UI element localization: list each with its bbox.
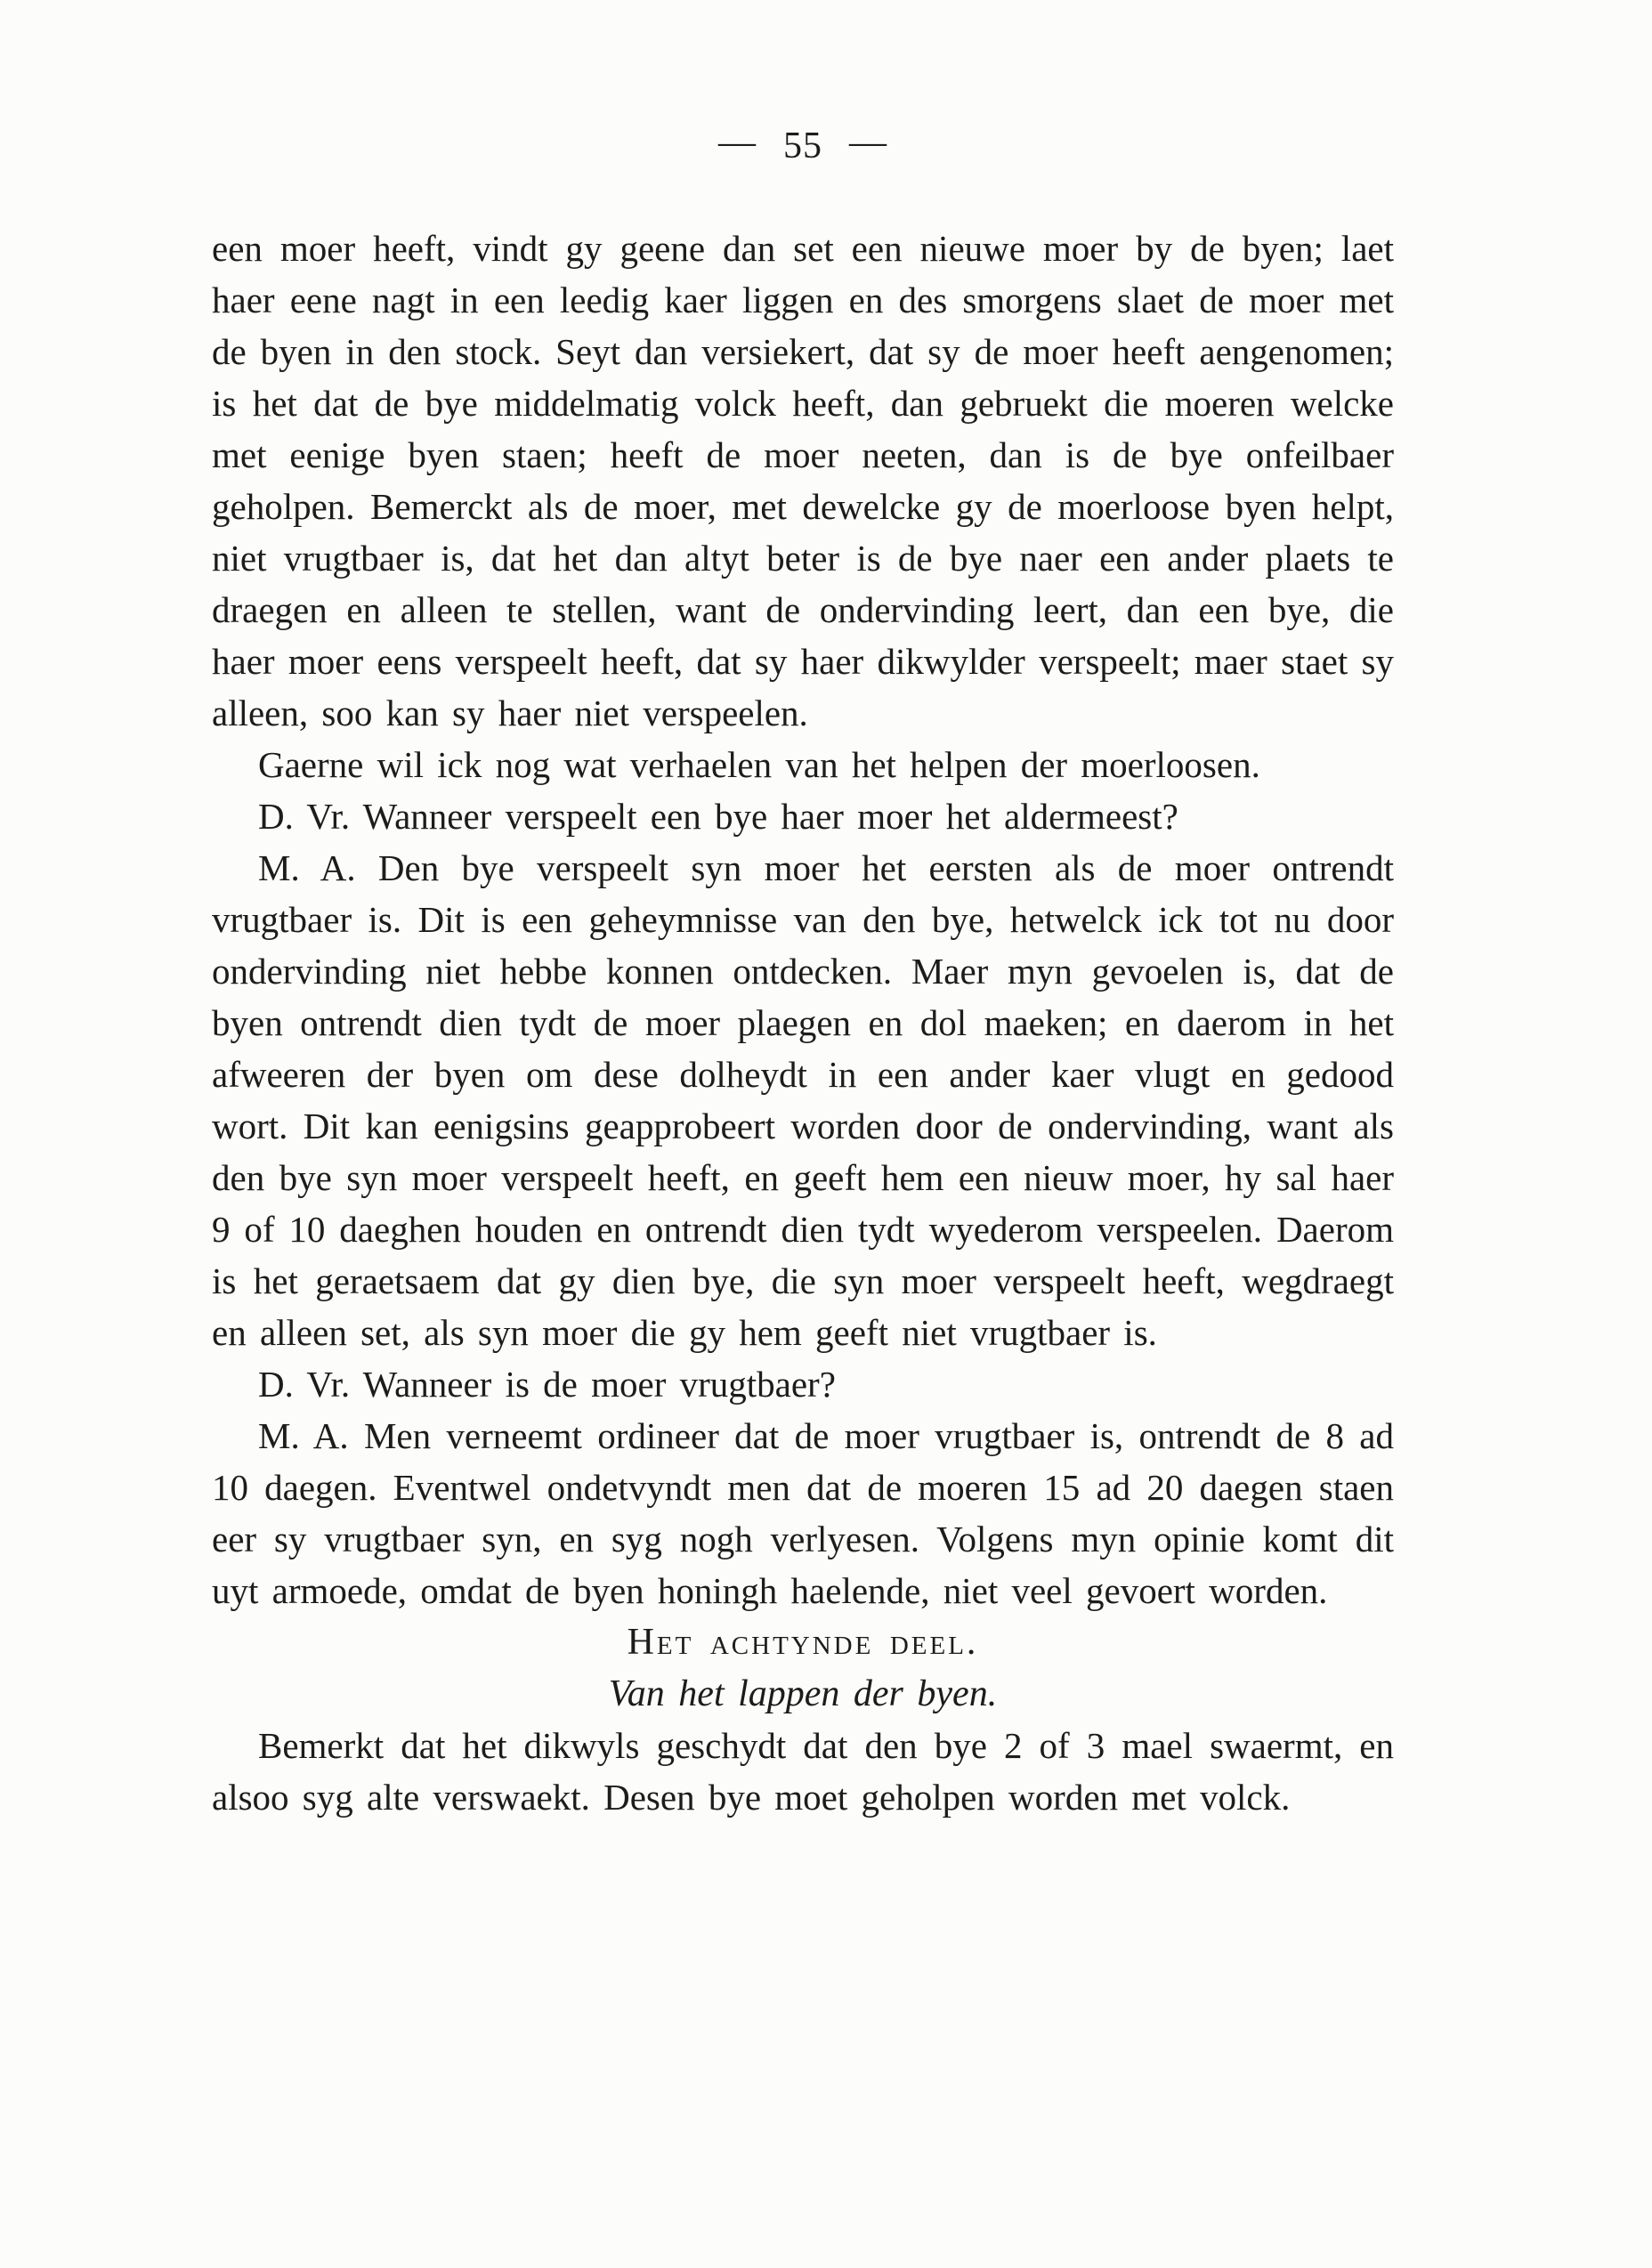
page-header	[212, 122, 1394, 167]
dialog-answer-paragraph: M. A. Men verneemt ordineer dat de moer vrugtbaer is, ontrendt de 8 ad 10 daegen. Eventwel ondetvyndt men dat de moeren 15 ad 20 daegen staen eer sy vrugtbaer syn, en syg nogh verlyesen. Volgens myn opinie komt dit uyt armoede, omdat de byen honingh haelende, niet veel gevoert worden.	[212, 1415, 1394, 1611]
header-right-dash: —	[849, 122, 887, 163]
body-paragraph: Gaerne wil ick nog wat verhaelen van het helpen der moerloosen.	[258, 744, 1260, 785]
dialog-answer-paragraph: M. A. Den bye verspeelt syn moer het eersten als de moer ontrendt vrugtbaer is. Dit is een geheymnisse van den bye, hetwelck ick tot nu door ondervinding niet hebbe konnen ontdecken. Maer myn gevoelen is, dat de byen ontrendt dien tydt de moer plaegen en dol maeken; en daerom in het afweeren der byen om dese dolheydt in een ander kaer vlugt en gedood wort. Dit kan eenigsins geapprobeert worden door de ondervinding, want als den bye syn moer verspeelt heeft, en geeft hem een nieuw moer, hy sal haer 9 of 10 daeghen houden en ontrendt dien tydt wyederom verspeelen. Daerom is het geraetsaem dat gy dien bye, die syn moer verspeelt heeft, wegdraegt en alleen set, als syn moer die gy hem geeft niet vrugtbaer is.	[212, 847, 1394, 1353]
page-number: 55	[783, 126, 822, 166]
text-block	[212, 223, 1394, 1823]
header-left-dash: —	[718, 122, 757, 163]
dialog-question-paragraph: D. Vr. Wanneer is de moer vrugtbaer?	[258, 1364, 836, 1405]
dialog-question-paragraph: D. Vr. Wanneer verspeelt een bye haer moer het aldermeest?	[258, 796, 1178, 837]
section-heading: Het achtynde deel.	[627, 1622, 979, 1663]
closing-paragraph: Bemerkt dat het dikwyls geschydt dat den bye 2 of 3 mael swaermt, en alsoo syg alte verswaekt. Desen bye moet geholpen worden met volck.	[212, 1725, 1394, 1818]
section-subheading: Van het lappen der byen.	[608, 1673, 998, 1714]
body-paragraph: een moer heeft, vindt gy geene dan set een nieuwe moer by de byen; laet haer eene nagt in een leedig kaer liggen en des smorgens slaet de moer met de byen in den stock. Seyt dan versiekert, dat sy de moer heeft aengenomen; is het dat de bye middelmatig volck heeft, dan gebruekt die moeren welcke met eenige byen staen; heeft de moer neeten, dan is de bye onfeilbaer geholpen. Bemerckt als de moer, met dewelcke gy de moerloose byen helpt, niet vrugtbaer is, dat het dan altyt beter is de bye naer een ander plaets te draegen en alleen te stellen, want de ondervinding leert, dan een bye, die haer moer eens verspeelt heeft, dat sy haer dikwylder verspeelt; maer staet sy alleen, soo kan sy haer niet verspeelen.	[212, 228, 1394, 733]
